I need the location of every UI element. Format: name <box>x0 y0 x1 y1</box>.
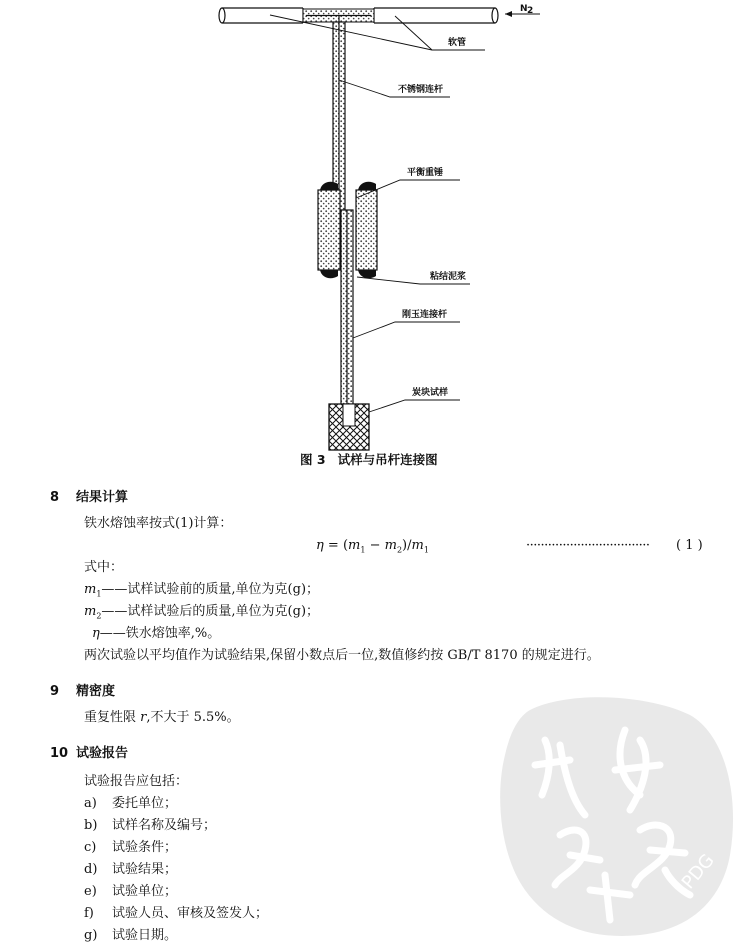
formula-leader: ·································· <box>526 538 650 553</box>
section-10-heading <box>50 742 128 761</box>
where-label: 式中： <box>84 560 124 575</box>
section-8-title: 结果计算 <box>76 490 129 505</box>
definition-m2: $m_2——$试样试验后的质量,单位为克(g)； <box>84 604 320 621</box>
list-item: f) 试验人员、审核及签发人； <box>84 906 269 921</box>
label-sample: 炭块试样 <box>412 388 449 398</box>
caption-number: 图 3 <box>300 452 326 467</box>
section-8-heading <box>50 486 128 505</box>
section-9-text: 重复性限 r,不大于 5.5%。 <box>84 710 240 725</box>
caption-text: 试样与吊杆连接图 <box>337 452 438 467</box>
section-10-intro: 试验报告应包括： <box>84 774 189 789</box>
watermark-stamp <box>490 685 740 940</box>
list-item: b) 试样名称及编号； <box>84 818 217 833</box>
label-corundum-rod: 刚玉连接杆 <box>402 310 448 320</box>
section-9-number: 9 <box>50 684 60 699</box>
list-item: e) 试验单位； <box>84 884 178 899</box>
steel-rod <box>333 16 345 210</box>
definition-m1: $m_1——$试样试验前的质量,单位为克(g)； <box>84 582 320 599</box>
corundum-rod <box>341 210 353 426</box>
carbon-sample <box>329 404 369 450</box>
label-mortar: 粘结泥浆 <box>430 272 467 282</box>
label-steel-rod: 不锈钢连杆 <box>398 85 444 95</box>
figure-caption <box>300 450 438 468</box>
label-hose: 软管 <box>448 38 467 48</box>
definition-eta: η——铁水熔蚀率,%。 <box>92 626 221 641</box>
formula-number: ( 1 ) <box>676 538 703 553</box>
formula: $\eta = (m_1 - m_2)/m_1$ <box>316 538 429 555</box>
label-weight: 平衡重锤 <box>407 168 444 178</box>
section-8-number: 8 <box>50 490 60 505</box>
n2-inlet <box>505 4 540 17</box>
gas-subscript: 2 <box>527 6 534 16</box>
section-9-heading <box>50 680 115 699</box>
hose-tubes <box>219 8 498 23</box>
watermark-text: PDG <box>677 850 719 894</box>
list-item: c) 试验条件； <box>84 840 178 855</box>
list-item: d) 试验结果； <box>84 862 178 877</box>
list-item: a) 委托单位； <box>84 796 178 811</box>
section-9-title: 精密度 <box>76 684 116 699</box>
connection-diagram <box>0 0 745 470</box>
section-8-note: 两次试验以平均值作为试验结果,保留小数点后一位,数值修约按 GB/T 8170 的规定进行。 <box>84 648 600 663</box>
section-10-title: 试验报告 <box>76 746 129 761</box>
gas-label: N <box>520 4 528 14</box>
formula-eta: η <box>316 538 324 553</box>
list-item: g) 试验日期。 <box>84 928 178 943</box>
section-8-intro: 铁水熔蚀率按式(1)计算： <box>84 516 233 531</box>
section-10-number: 10 <box>50 746 69 761</box>
